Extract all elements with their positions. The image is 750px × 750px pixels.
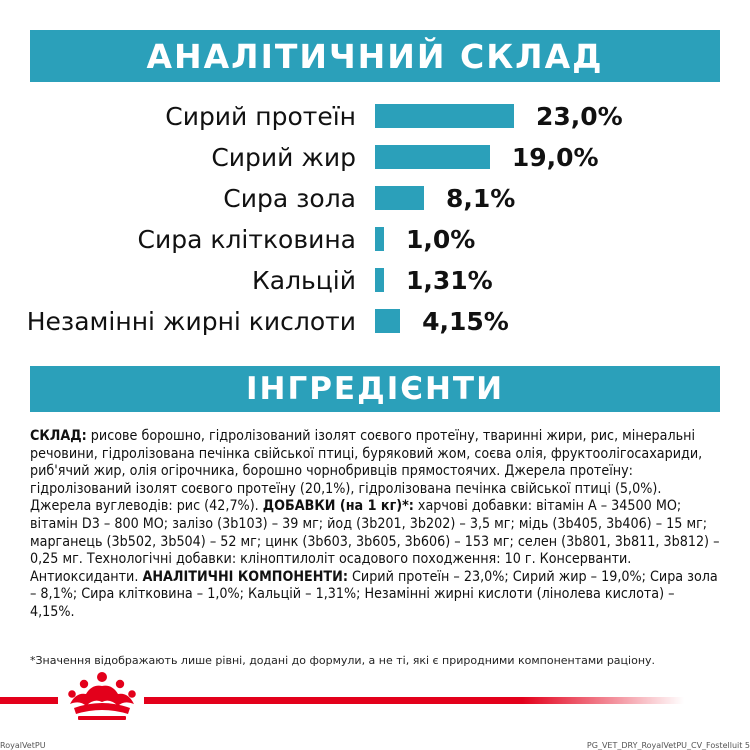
analysis-row-bar bbox=[375, 186, 424, 210]
analysis-row-label: Сира зола bbox=[223, 183, 356, 213]
analysis-row-label: Незамінні жирні кислоти bbox=[26, 306, 356, 336]
corner-code-right: PG_VET_DRY_RoyalVetPU_CV_Fostelluit 5 bbox=[586, 741, 750, 750]
royal-canin-crown-logo-icon bbox=[64, 668, 140, 724]
analysis-row-value: 1,0% bbox=[406, 224, 476, 254]
additives-text: харчові добавки: вітамін А – 34500 МО; вітамін D3 – 800 МО; залізо (3b103) – 39 мг; йод (3b201, 3b202) – 3,5 мг; мідь (3b405, 3b406) – 15 мг; марганець (3b502, 3b504) – 52 мг; цинк (3b603, 3b605, 3b606) – 153 мг; селен (3b801, 3b811, 3b812) – 0,25 мг. Технологічні добавки: кліноптилоліт осадового походження: 10 г. Консерванти. Антиоксиданти. bbox=[30, 498, 720, 585]
ingredients-title: ІНГРЕДІЄНТИ bbox=[30, 366, 720, 412]
analysis-row-value: 4,15% bbox=[422, 306, 509, 336]
corner-code-left: RoyalVetPU bbox=[0, 741, 46, 750]
analysis-row bbox=[0, 303, 750, 339]
analytical-components-label: АНАЛІТИЧНІ КОМПОНЕНТИ: bbox=[142, 568, 348, 585]
composition-label: СКЛАД: bbox=[30, 428, 87, 444]
red-divider-left bbox=[0, 697, 58, 704]
analysis-row bbox=[0, 139, 750, 175]
analytical-components-text: Сирий протеїн – 23,0%; Сирий жир – 19,0%; Сира зола – 8,1%; Сира клітковина – 1,0%; Кальцій – 1,31%; Незамінні жирні кислоти (лінолева кислота) – 4,15%. bbox=[30, 568, 718, 620]
additives-label: ДОБАВКИ (на 1 кг)*: bbox=[262, 498, 414, 515]
analysis-row-value: 1,31% bbox=[406, 265, 493, 295]
ingredients-text bbox=[30, 428, 720, 622]
analysis-row bbox=[0, 180, 750, 216]
analysis-row-value: 19,0% bbox=[511, 142, 599, 172]
analysis-row-label: Сира клітковина bbox=[137, 224, 356, 254]
analysis-row bbox=[0, 262, 750, 298]
footnote: *Значення відображають лише рівні, додані до формули, а не ті, які є природними компонентами раціону. bbox=[30, 654, 656, 667]
analysis-row-label: Кальцій bbox=[252, 265, 356, 295]
analysis-row bbox=[0, 221, 750, 257]
analysis-row-label: Сирий протеїн bbox=[165, 101, 356, 131]
analysis-title: АНАЛІТИЧНИЙ СКЛАД bbox=[30, 30, 720, 82]
analysis-row bbox=[0, 98, 750, 134]
analysis-row-value: 23,0% bbox=[536, 101, 623, 131]
analysis-row-bar bbox=[375, 104, 514, 128]
analysis-row-bar bbox=[375, 227, 384, 251]
analysis-row-value: 8,1% bbox=[445, 183, 516, 213]
red-divider-right bbox=[144, 697, 684, 704]
composition-text: рисове борошно, гідролізований ізолят соєвого протеїну, тваринні жири, рис, мінеральні речовини, гідролізована печінка свійської птиці, буряковий жом, соєва олія, фруктоолігосахариди, риб'ячий жир, олія огірочника, борошно чорнобривців прямостоячих. Джерела протеїну: гідролізований ізолят соєвого протеїну (20,1%), гідролізована печінка свійської птиці (5,0%). Джерела вуглеводів: рис (42,7%). bbox=[30, 428, 703, 515]
analysis-row-bar bbox=[375, 268, 384, 292]
analysis-row-label: Сирий жир bbox=[211, 142, 356, 172]
analysis-row-bar bbox=[375, 145, 490, 169]
analysis-row-bar bbox=[375, 309, 400, 333]
